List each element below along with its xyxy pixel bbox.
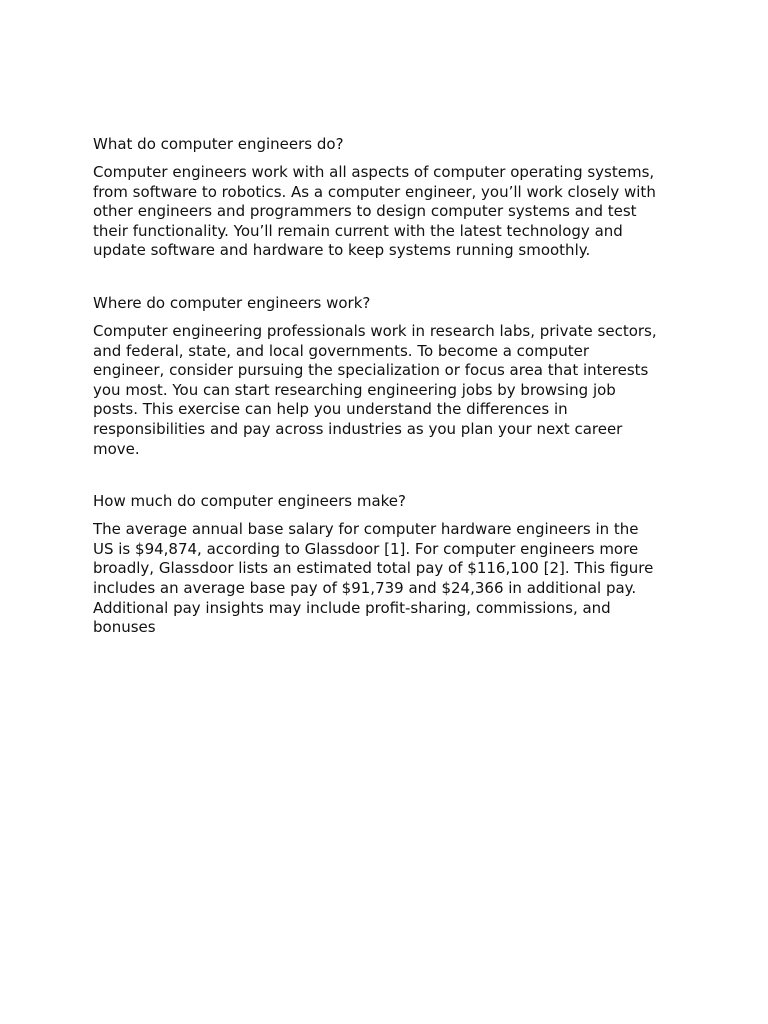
section-heading: Where do computer engineers work? (93, 293, 371, 312)
paragraph-line: Additional pay insights may include profit-sharing, commissions, and (93, 598, 611, 617)
paragraph-line: move. (93, 439, 140, 458)
paragraph-line: from software to robotics. As a computer engineer, you’ll work closely with (93, 182, 656, 201)
section-where-engineers-work (93, 293, 693, 459)
paragraph-line: update software and hardware to keep systems running smoothly. (93, 241, 591, 260)
section-heading: How much do computer engineers make? (93, 492, 406, 511)
paragraph-line: posts. This exercise can help you understand the differences in (93, 400, 568, 419)
paragraph-line: includes an average base pay of $91,739 and $24,366 in additional pay. (93, 578, 637, 597)
paragraph-line: other engineers and programmers to design computer systems and test (93, 202, 637, 221)
section-engineer-salary (93, 491, 693, 638)
section-paragraph (93, 520, 693, 638)
paragraph-line: and federal, state, and local governments. To become a computer (93, 341, 589, 360)
paragraph-line: their functionality. You’ll remain current with the latest technology and (93, 221, 623, 240)
paragraph-line: bonuses (93, 618, 156, 637)
paragraph-line: Computer engineers work with all aspects of computer operating systems, (93, 163, 655, 181)
section-what-engineers-do (93, 134, 693, 261)
section-paragraph (93, 163, 693, 261)
paragraph-line: US is $94,874, according to Glassdoor [1]. For computer engineers more (93, 539, 639, 558)
section-heading: What do computer engineers do? (93, 135, 344, 153)
paragraph-line: The average annual base salary for computer hardware engineers in the (93, 520, 639, 539)
document-body (93, 134, 693, 638)
section-paragraph (93, 322, 693, 459)
paragraph-line: broadly, Glassdoor lists an estimated total pay of $116,100 [2]. This figure (93, 559, 654, 578)
paragraph-line: Computer engineering professionals work in research labs, private sectors, (93, 321, 657, 340)
paragraph-line: responsibilities and pay across industries as you plan your next career (93, 419, 623, 438)
paragraph-line: engineer, consider pursuing the specialization or focus area that interests (93, 361, 649, 380)
paragraph-line: you most. You can start researching engineering jobs by browsing job (93, 380, 616, 399)
